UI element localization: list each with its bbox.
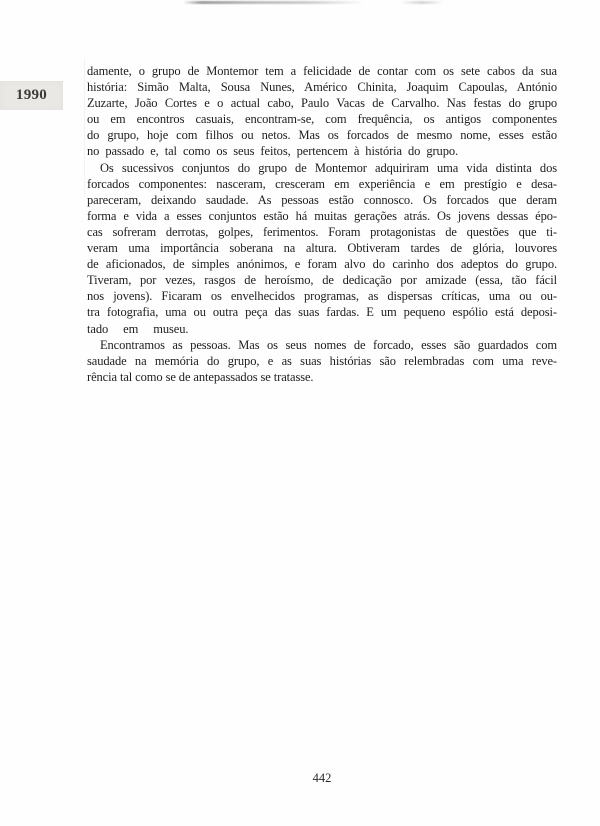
body-text (87, 63, 557, 385)
text-line: nos jovens). Ficaram os envelhecidos programas, as dispersas críticas, uma ou ou- (87, 289, 557, 304)
text-line: veram uma importância soberana na altura. Obtiveram tardes de glória, louvores (87, 241, 557, 256)
paragraph (87, 160, 557, 337)
text-line: história: Simão Malta, Sousa Nunes, Américo Chinita, Joaquim Capoulas, António (87, 80, 557, 95)
text-line: ou em encontros casuais, encontram-se, com frequência, os antigos componentes (87, 112, 557, 127)
scan-margin-artifact (84, 58, 85, 196)
text-line: Os sucessivos conjuntos do grupo de Montemor adquiriram uma vida distinta dos (100, 160, 557, 175)
year-marker (0, 81, 63, 110)
text-line: no passado e, tal como os seus feitos, pertencem à história do grupo. (87, 144, 459, 159)
text-line: tado em museu. (87, 321, 189, 336)
text-line: cas sofreram derrotas, golpes, ferimentos. Foram protagonistas de questões que ti- (87, 224, 557, 239)
text-line: damente, o grupo de Montemor tem a felicidade de contar com os sete cabos da sua (87, 64, 557, 78)
text-line: pareceram, deixando saudade. As pessoas estão connosco. Os forcados que deram (87, 192, 557, 207)
text-line: de aficionados, de simples anónimos, e foram alvo do carinho dos adeptos do grupo. (87, 257, 557, 272)
text-line: Encontramos as pessoas. Mas os seus nomes de forcado, esses são guardados com (100, 337, 557, 352)
text-line: Zuzarte, João Cortes e o actual cabo, Paulo Vacas de Carvalho. Nas festas do grupo (87, 96, 557, 111)
page-number: 442 (312, 771, 332, 785)
text-line: forma e vida a esses conjuntos estão há muitas gerações atrás. Os jovens dessas épo- (87, 208, 557, 223)
text-line: tra fotografia, uma ou outra peça das suas fardas. E um pequeno espólio está deposi- (87, 305, 557, 320)
text-line: saudade na memória do grupo, e as suas histórias são relembradas com uma reve- (87, 353, 557, 368)
scan-smudge-secondary (400, 1, 444, 4)
text-line: forcados componentes: nasceram, cresceram em experiência e em prestígio e desa- (87, 176, 557, 191)
year-label: 1990 (15, 87, 48, 103)
scan-smudge (183, 1, 365, 4)
text-line: Tiveram, por vezes, rasgos de heroísmo, de dedicação por amizade (essa, tão fácil (87, 273, 557, 288)
text-line: rência tal como se de antepassados se tratasse. (87, 369, 314, 384)
paragraph (87, 337, 557, 385)
text-line: do grupo, hoje com filhos ou netos. Mas os forcados de mesmo nome, esses estão (87, 128, 557, 143)
paragraph (87, 63, 557, 160)
